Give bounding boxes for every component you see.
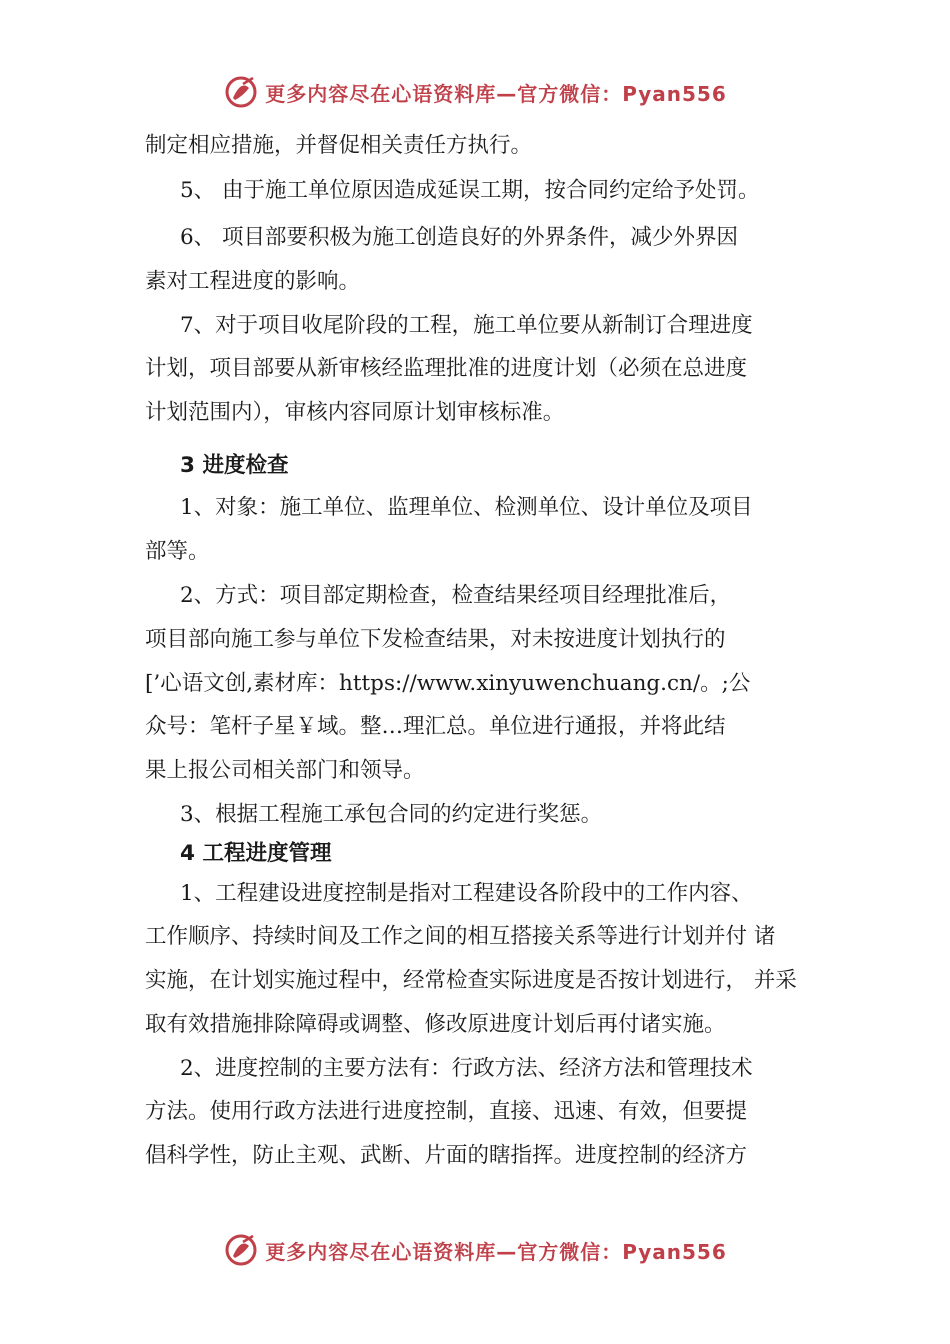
watermark-bottom [0, 1230, 950, 1270]
text-line: 2、进度控制的主要方法有：行政方法、经济方法和管理技术 [180, 1056, 753, 1081]
watermark-top [0, 72, 950, 112]
text-line: 众号：笔杆子星￥域。整…理汇总。单位进行通报，并将此结 [145, 714, 726, 739]
section-heading-4: 4 工程进度管理 [180, 841, 332, 866]
text-line: 工作顺序、持续时间及工作之间的相互搭接关系等进行计划并付 诸 [145, 924, 776, 949]
text-line: 素对工程进度的影响。 [145, 269, 361, 294]
brand-logo-icon [223, 1232, 259, 1268]
watermark-text: 更多内容尽在心语资料库—官方微信：Pyan556 [265, 81, 727, 106]
text-line: 7、对于项目收尾阶段的工程，施工单位要从新制订合理进度 [180, 313, 753, 338]
text-line: 2、方式：项目部定期检查，检查结果经项目经理批准后， [180, 583, 732, 608]
text-line: 实施，在计划实施过程中，经常检查实际进度是否按计划进行， 并采 [145, 968, 797, 993]
text-line: 方法。使用行政方法进行进度控制，直接、迅速、有效，但要提 [145, 1099, 748, 1124]
text-line: 计划，项目部要从新审核经监理批准的进度计划（必须在总进度 [145, 356, 748, 381]
text-line: 倡科学性，防止主观、武断、片面的瞎指挥。进度控制的经济方 [145, 1143, 748, 1168]
text-line: 部等。 [145, 539, 210, 564]
text-line: 6、 项目部要积极为施工创造良好的外界条件，减少外界因 [180, 225, 739, 250]
text-line: 项目部向施工参与单位下发检查结果，对未按进度计划执行的 [145, 627, 726, 652]
section-heading-3: 3 进度检查 [180, 453, 289, 478]
text-line: 果上报公司相关部门和领导。 [145, 758, 425, 783]
text-line: 1、工程建设进度控制是指对工程建设各阶段中的工作内容、 [180, 881, 753, 906]
watermark-text: 更多内容尽在心语资料库—官方微信：Pyan556 [265, 1239, 727, 1264]
text-line: 制定相应措施，并督促相关责任方执行。 [145, 133, 533, 158]
brand-logo-icon [223, 74, 259, 110]
text-line: 计划范围内），审核内容同原计划审核标准。 [145, 400, 565, 425]
text-line: 5、 由于施工单位原因造成延误工期，按合同约定给予处罚。 [180, 178, 760, 203]
text-line: 1、对象：施工单位、监理单位、检测单位、设计单位及项目 [180, 495, 753, 520]
text-line: [’心语文创,素材库：https://www.xinyuwenchuang.cn/。;公 [145, 671, 751, 696]
text-line: 取有效措施排除障碍或调整、修改原进度计划后再付诸实施。 [145, 1012, 726, 1037]
text-line: 3、根据工程施工承包合同的约定进行奖惩。 [180, 802, 603, 827]
